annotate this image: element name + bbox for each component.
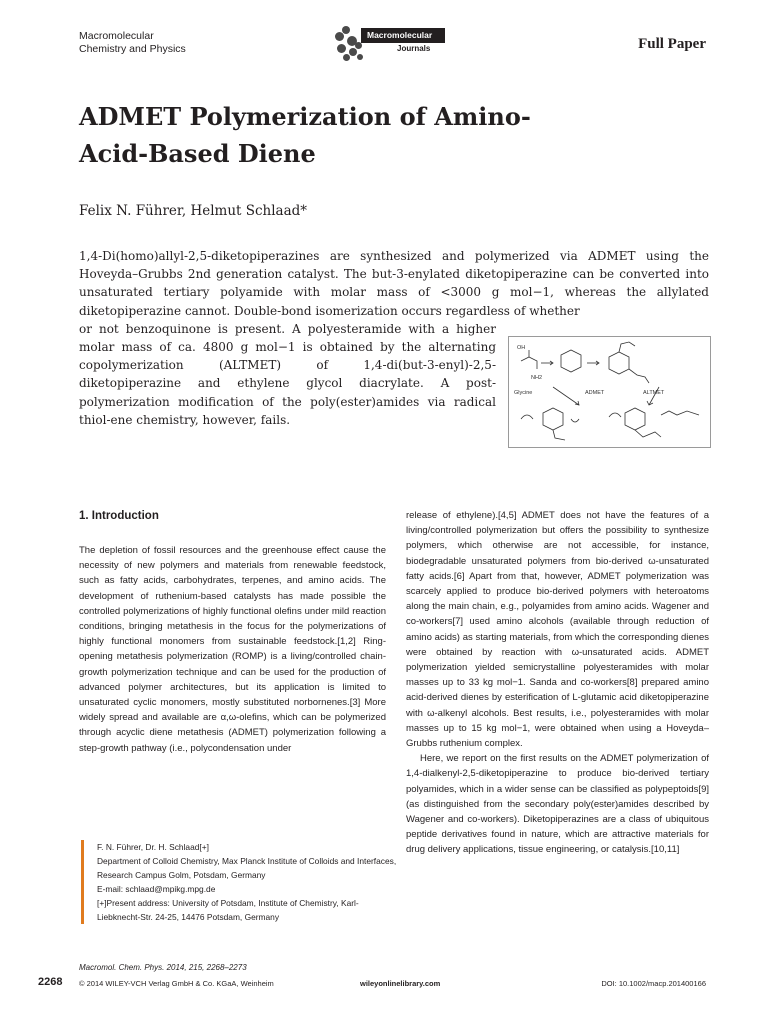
intro-column-2 bbox=[406, 508, 709, 858]
copyright: © 2014 WILEY-VCH Verlag GmbH & Co. KGaA, Weinheim bbox=[79, 979, 274, 988]
macromolecular-journals-logo bbox=[333, 24, 447, 64]
label-nh2: NH2 bbox=[531, 375, 543, 381]
intro-paragraph-2: Here, we report on the first results on the ADMET polymerization of 1,4-dialkenyl-2,5-diketopiperazine to produce bio-derived tertiary polyamides, which in a wider sense can be classified as polypeptoids[9] (as distinguished from the secondary poly(ester)amides described by Wagener and co-workers). Diketopiperazines are a class of ubiquitous peptide derivatives found in nature, which are attractive materials for drug delivery applications, tissue engineering, or catalysis.[10,11] bbox=[406, 753, 709, 856]
toc-graphic bbox=[508, 336, 711, 448]
title-line2: Acid-Based Diene bbox=[79, 139, 316, 168]
journal-name bbox=[79, 30, 186, 56]
affiliation-present-address: [+]Present address: University of Potsdam, Institute of Chemistry, Karl-Liebknecht-Str. 24-25, 14476 Potsdam, Germany bbox=[97, 898, 359, 922]
title-line1: ADMET Polymerization of Amino- bbox=[79, 102, 531, 131]
affiliation-department: Department of Colloid Chemistry, Max Planck Institute of Colloids and Interfaces, Research Campus Golm, Potsdam, Germany bbox=[97, 856, 397, 880]
label-altmet: ALTMET bbox=[643, 390, 665, 396]
journal-name-line1: Macromolecular bbox=[79, 30, 154, 42]
doi[interactable]: DOI: 10.1002/macp.201400166 bbox=[601, 979, 706, 988]
affiliation-email: E-mail: schlaad@mpikg.mpg.de bbox=[97, 884, 216, 894]
authors: Felix N. Führer, Helmut Schlaad* bbox=[79, 203, 308, 219]
reaction-scheme bbox=[509, 337, 710, 447]
abstract-part2: or not benzoquinone is present. A polyesteramide with a higher molar mass of ca. 4800 g mol−1 is obtained by the alternating copolymerization (ALTMET) of 1,4-di(but-3-enyl)-2,5-diketopiperazine and ethylene glycol diacrylate. A post-polymerization modification of the poly(ester)amides via radical thiol-ene chemistry, however, fails. bbox=[79, 321, 496, 427]
section-heading-introduction: 1. Introduction bbox=[79, 510, 159, 522]
label-admet: ADMET bbox=[585, 390, 605, 396]
article-title bbox=[79, 98, 639, 172]
logo-banner: Macromolecular bbox=[361, 28, 445, 43]
label-oh: OH bbox=[517, 345, 526, 351]
affiliation-authors: F. N. Führer, Dr. H. Schlaad[+] bbox=[97, 842, 209, 852]
intro-paragraph-continued: release of ethylene).[4,5] ADMET does not have the features of a living/controlled polymerization but offers the possibility to synthesize polymers, which otherwise are not accessible, for instance, biodegradable unsaturated polymers from bio-derived ω-unsaturated fatty acids.[6] Apart from that, however, ADMET polymerization was scarcely applied to produce bio-derived polymers with heteroatoms along the main chain, e.g., polyamides from amino acids. Wagener and co-workers[7] used amino alcohols (available through reduction of amino acids) as starting materials, from which the corresponding dienes were obtained by reaction with ω-unsaturated acids. ADMET polymerization yielded semicrystalline polyesteramides with molar masses up to 33 kg mol−1. Sanda and co-workers[8] prepared amino acid-derived dienes by esterification of L-glutamic acid diketopiperazine with ω-alkenyl alcohols. Best results, i.e., polyesteramides with molar masses up to 15 kg mol−1, were obtained when using a Hoveyda–Grubbs ruthenium complex. bbox=[406, 510, 709, 750]
abstract-part1: 1,4-Di(homo)allyl-2,5-diketopiperazines are synthesized and polymerized via ADMET using the Hoveyda–Grubbs 2nd generation catalyst. The but-3-enylated diketopiperazine can be converted into unsaturated tertiary polyamide with molar mass of <3000 g mol−1, whereas the allylated diketopiperazine cannot. Double-bond isomerization occurs regardless of whether bbox=[79, 249, 709, 318]
website-link[interactable]: wileyonlinelibrary.com bbox=[360, 979, 441, 988]
intro-column-1: The depletion of fossil resources and the greenhouse effect cause the necessity of new polymers and materials from renewable feedstock, such as fatty acids, carbohydrates, terpenes, and amino acids. The development of ruthenium-based catalysts has made possible the controlled polymerizations of highly functional olefins under mild reaction conditions, bringing metathesis in the focus for the polymerizations of highly functional monomers from sustainable feedstock.[1,2] Ring-opening metathesis polymerization (ROMP) is a living/controlled chain-growth polymerization technique and can be used for the production of advanced polymer architectures, but its application is limited to unsaturated cyclic monomers, mostly substituted norbornenes.[3] More widely spread and available are α,ω-olefins, which can be polymerized through acyclic diene metathesis (ADMET) polymerization following a step-growth pathway (i.e., polycondensation under bbox=[79, 545, 386, 754]
article-type: Full Paper bbox=[638, 36, 706, 52]
journal-name-line2: Chemistry and Physics bbox=[79, 43, 186, 55]
footer-citation: Macromol. Chem. Phys. 2014, 215, 2268–2273 bbox=[79, 963, 247, 972]
logo-subtext: Journals bbox=[397, 44, 431, 53]
author-affiliation bbox=[81, 840, 397, 924]
page-number: 2268 bbox=[38, 976, 63, 988]
label-glycine: Glycine bbox=[514, 390, 533, 396]
